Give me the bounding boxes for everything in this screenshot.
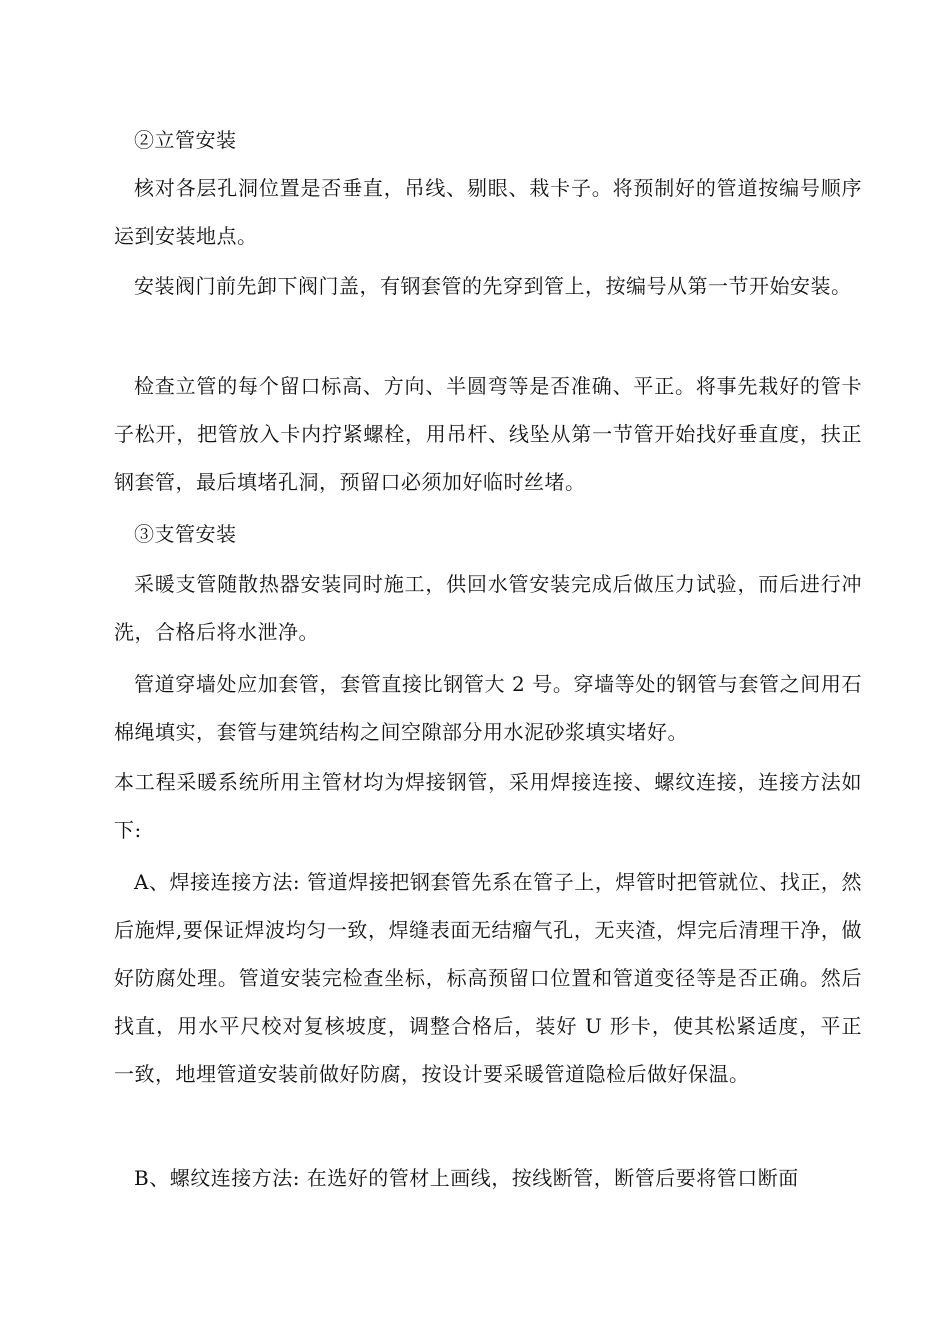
paragraph-connection-methods: 本工程采暖系统所用主管材均为焊接钢管，采用焊接连接、螺纹连接，连接方法如下: (114, 770, 862, 842)
paragraph-riser-inspection: 检查立管的每个留口标高、方向、半圆弯等是否准确、平正。将事先栽好的管卡子松开，把管放入卡内拧紧螺栓，用吊杆、线坠从第一节管开始找好垂直度，扶正钢套管，最后填堵孔洞，预留口必须加好临时丝堵。 (114, 374, 862, 494)
section-heading-riser-installation: ②立管安装 (134, 128, 237, 152)
paragraph-thread-method: B、螺纹连接方法: 在选好的管材上画线，按线断管，断管后要将管口断面 (134, 1166, 799, 1190)
paragraph-valve-installation: 安装阀门前先卸下阀门盖，有钢套管的先穿到管上，按编号从第一节开始安装。 (134, 274, 852, 298)
paragraph-wall-sleeve: 管道穿墙处应加套管，套管直接比钢管大 2 号。穿墙等处的钢管与套管之间用石棉绳填实，套管与建筑结构之间空隙部分用水泥砂浆填实堵好。 (114, 672, 862, 744)
paragraph-riser-check: 核对各层孔洞位置是否垂直，吊线、剔眼、栽卡子。将预制好的管道按编号顺序运到安装地点。 (114, 176, 862, 248)
paragraph-welding-method: A、焊接连接方法: 管道焊接把钢套管先系在管子上，焊管时把管就位、找正，然后施焊,要保证焊波均匀一致，焊缝表面无结瘤气孔，无夹渣，焊完后清理干净，做好防腐处理。管道安装完检查坐标，标高预留口位置和管道变径等是否正确。然后找直，用水平尺校对复核坡度，调整合格后，装好 U 形卡，使其松紧适度，平正一致，地埋管道安装前做好防腐，按设计要采暖管道隐检后做好保温。 (114, 870, 862, 1086)
section-heading-branch-installation: ③支管安装 (134, 522, 237, 546)
paragraph-branch-pipe: 采暖支管随散热器安装同时施工，供回水管安装完成后做压力试验，而后进行冲洗，合格后将水泄净。 (114, 572, 862, 644)
